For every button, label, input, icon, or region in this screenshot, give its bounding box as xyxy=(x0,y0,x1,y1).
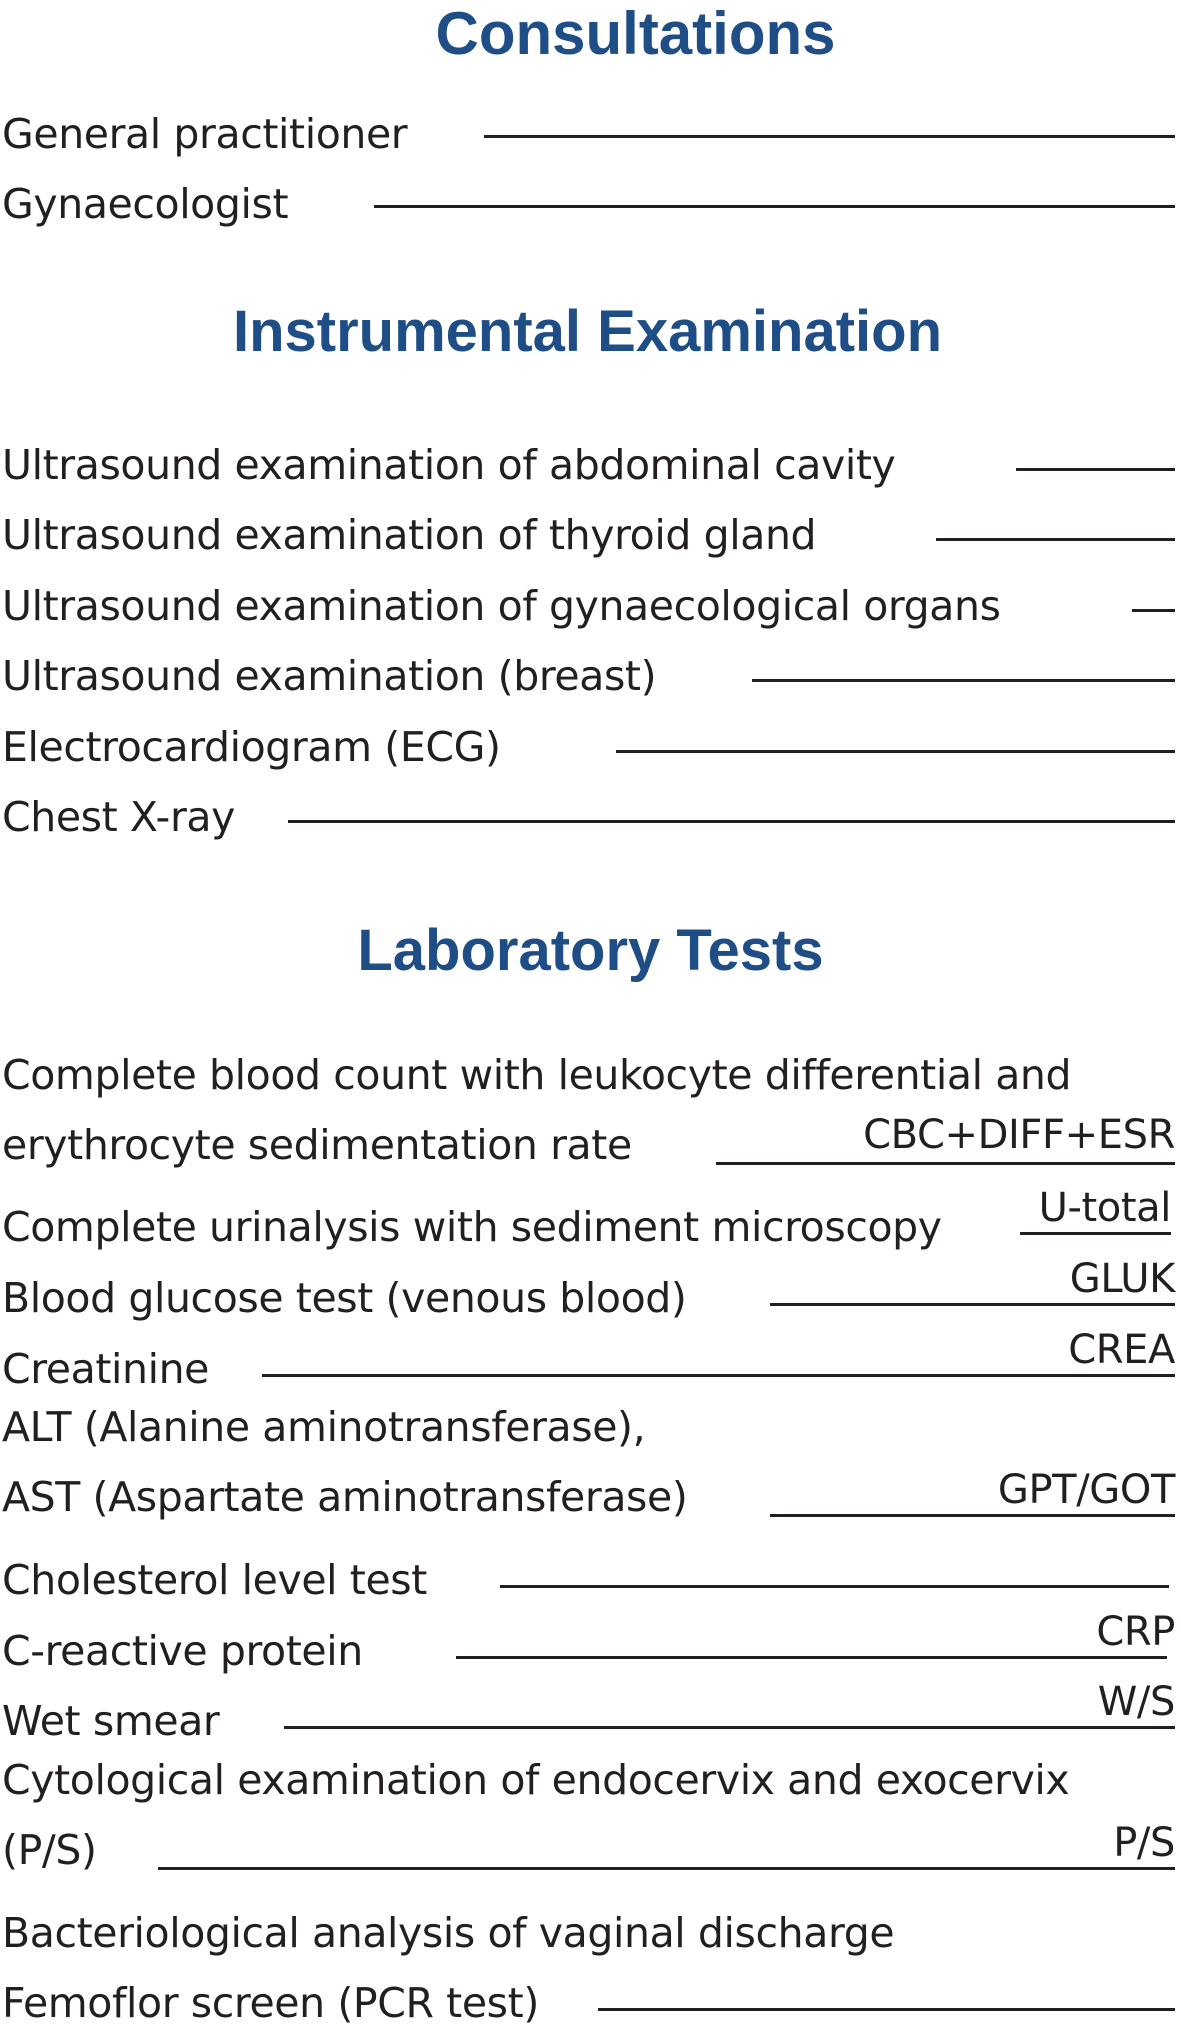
consultation-row-gynaecologist xyxy=(0,165,1181,235)
blank-line[interactable] xyxy=(1020,1232,1171,1235)
lab-row-cytological xyxy=(0,1753,1181,1893)
instrumental-row-breast xyxy=(0,637,1181,707)
blank-line[interactable] xyxy=(500,1585,1169,1588)
test-code: P/S xyxy=(1113,1820,1175,1866)
row-label-line2: erythrocyte sedimentation rate xyxy=(2,1121,632,1169)
test-code: GLUK xyxy=(1069,1256,1175,1302)
row-label-line1: Complete blood count with leukocyte differential and xyxy=(2,1051,1072,1099)
instrumental-row-abdominal xyxy=(0,426,1181,496)
instrumental-heading: Instrumental Examination xyxy=(232,299,943,364)
lab-row-urinalysis xyxy=(0,1185,1181,1258)
lab-row-crp xyxy=(0,1609,1181,1682)
blank-line[interactable] xyxy=(716,1162,1175,1165)
blank-line[interactable] xyxy=(374,205,1175,208)
consultation-row-general-practitioner xyxy=(0,95,1181,165)
blank-line[interactable] xyxy=(284,1726,1175,1729)
lab-row-alt-ast xyxy=(0,1400,1181,1540)
lab-row-glucose xyxy=(0,1256,1181,1329)
test-code: CBC+DIFF+ESR xyxy=(863,1112,1175,1158)
test-code: CREA xyxy=(1068,1327,1175,1373)
blank-line[interactable] xyxy=(598,2008,1175,2011)
lab-row-cholesterol xyxy=(0,1541,1181,1611)
lab-row-bacteriological xyxy=(0,1894,1181,1964)
row-label: Creatinine xyxy=(2,1345,209,1393)
lab-row-wet-smear xyxy=(0,1679,1181,1752)
blank-line[interactable] xyxy=(1016,468,1175,471)
blank-line[interactable] xyxy=(770,1514,1175,1517)
instrumental-row-gynaecological xyxy=(0,567,1181,637)
blank-line[interactable] xyxy=(616,750,1175,753)
row-label: Ultrasound examination (breast) xyxy=(2,652,657,700)
row-label: Femoflor screen (PCR test) xyxy=(2,1979,539,2027)
blank-line[interactable] xyxy=(1132,609,1175,612)
lab-row-cbc xyxy=(0,1048,1181,1188)
consultations-heading: Consultations xyxy=(435,0,836,67)
test-code: U-total xyxy=(1038,1185,1171,1231)
test-code: CRP xyxy=(1096,1609,1175,1655)
row-label: Cholesterol level test xyxy=(2,1556,427,1604)
row-label: Bacteriological analysis of vaginal discharge xyxy=(2,1909,895,1957)
row-label: General practitioner xyxy=(2,110,408,158)
blank-line[interactable] xyxy=(484,135,1175,138)
test-code: W/S xyxy=(1097,1679,1175,1725)
blank-line[interactable] xyxy=(936,538,1175,541)
blank-line[interactable] xyxy=(456,1656,1167,1659)
row-label: C-reactive protein xyxy=(2,1627,363,1675)
instrumental-row-thyroid xyxy=(0,496,1181,566)
instrumental-row-chest-xray xyxy=(0,778,1181,848)
blank-line[interactable] xyxy=(262,1374,1175,1377)
row-label-line1: ALT (Alanine aminotransferase), xyxy=(2,1403,646,1451)
row-label: Electrocardiogram (ECG) xyxy=(2,723,501,771)
row-label: Gynaecologist xyxy=(2,180,289,228)
row-label: Complete urinalysis with sediment microscopy xyxy=(2,1203,942,1251)
blank-line[interactable] xyxy=(158,1867,1175,1870)
laboratory-heading: Laboratory Tests xyxy=(357,918,824,983)
row-label-line2: (P/S) xyxy=(2,1826,97,1874)
test-code: GPT/GOT xyxy=(997,1467,1175,1513)
row-label: Ultrasound examination of abdominal cavity xyxy=(2,441,896,489)
instrumental-row-ecg xyxy=(0,708,1181,778)
row-label: Ultrasound examination of thyroid gland xyxy=(2,511,817,559)
lab-row-femoflor xyxy=(0,1964,1181,2034)
blank-line[interactable] xyxy=(288,820,1175,823)
blank-line[interactable] xyxy=(770,1303,1175,1306)
row-label: Wet smear xyxy=(2,1697,220,1745)
row-label: Ultrasound examination of gynaecological organs xyxy=(2,582,1001,630)
row-label: Blood glucose test (venous blood) xyxy=(2,1274,687,1322)
row-label-line2: AST (Aspartate aminotransferase) xyxy=(2,1473,688,1521)
row-label: Chest X-ray xyxy=(2,793,235,841)
blank-line[interactable] xyxy=(752,679,1175,682)
lab-row-creatinine xyxy=(0,1327,1181,1400)
row-label-line1: Cytological examination of endocervix and exocervix xyxy=(2,1756,1070,1804)
